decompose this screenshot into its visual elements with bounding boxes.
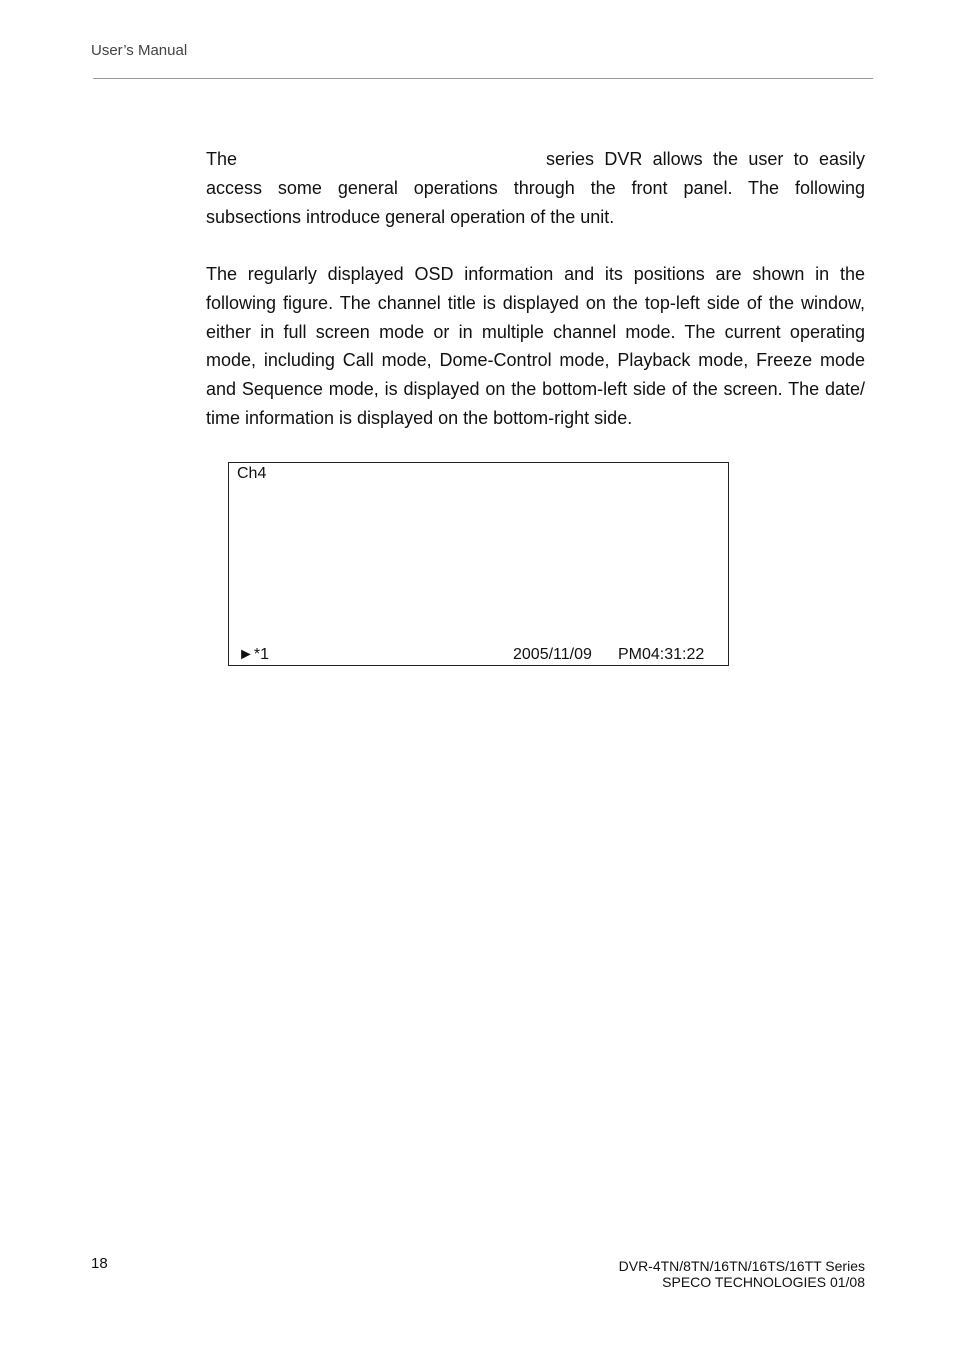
footer-company: SPECO TECHNOLOGIES 01/08 (662, 1274, 865, 1290)
running-header: User’s Manual (91, 42, 188, 59)
intro-paragraph (206, 145, 865, 231)
osd-date: 2005/11/09 (513, 646, 592, 663)
osd-channel-title: Ch4 (237, 465, 267, 482)
page-number: 18 (91, 1255, 108, 1272)
header-divider (93, 78, 873, 79)
osd-time: PM04:31:22 (618, 646, 705, 663)
osd-screen-figure (228, 462, 729, 666)
intro-text: series DVR allows the user to easily access some general operations through the front panel. The following subsections introduce general operation of the unit. (206, 149, 865, 227)
osd-description-paragraph: The regularly displayed OSD information and its positions are shown in the following figure. The channel title is displayed on the top-left side of the window, either in full screen mode or in multiple channel mode. The current operating mode, including Call mode, Dome-Control mode, Playback mode, Freeze mode and Sequence mode, is displayed on the bottom-left side of the screen. The date/ time information is displayed on the bottom-right side. (206, 264, 865, 428)
footer-series: DVR-4TN/8TN/16TN/16TS/16TT Series (618, 1258, 865, 1274)
footer-info (619, 1258, 865, 1290)
intro-lead: The (206, 149, 238, 169)
osd-mode-indicator: ►*1 (238, 646, 269, 663)
